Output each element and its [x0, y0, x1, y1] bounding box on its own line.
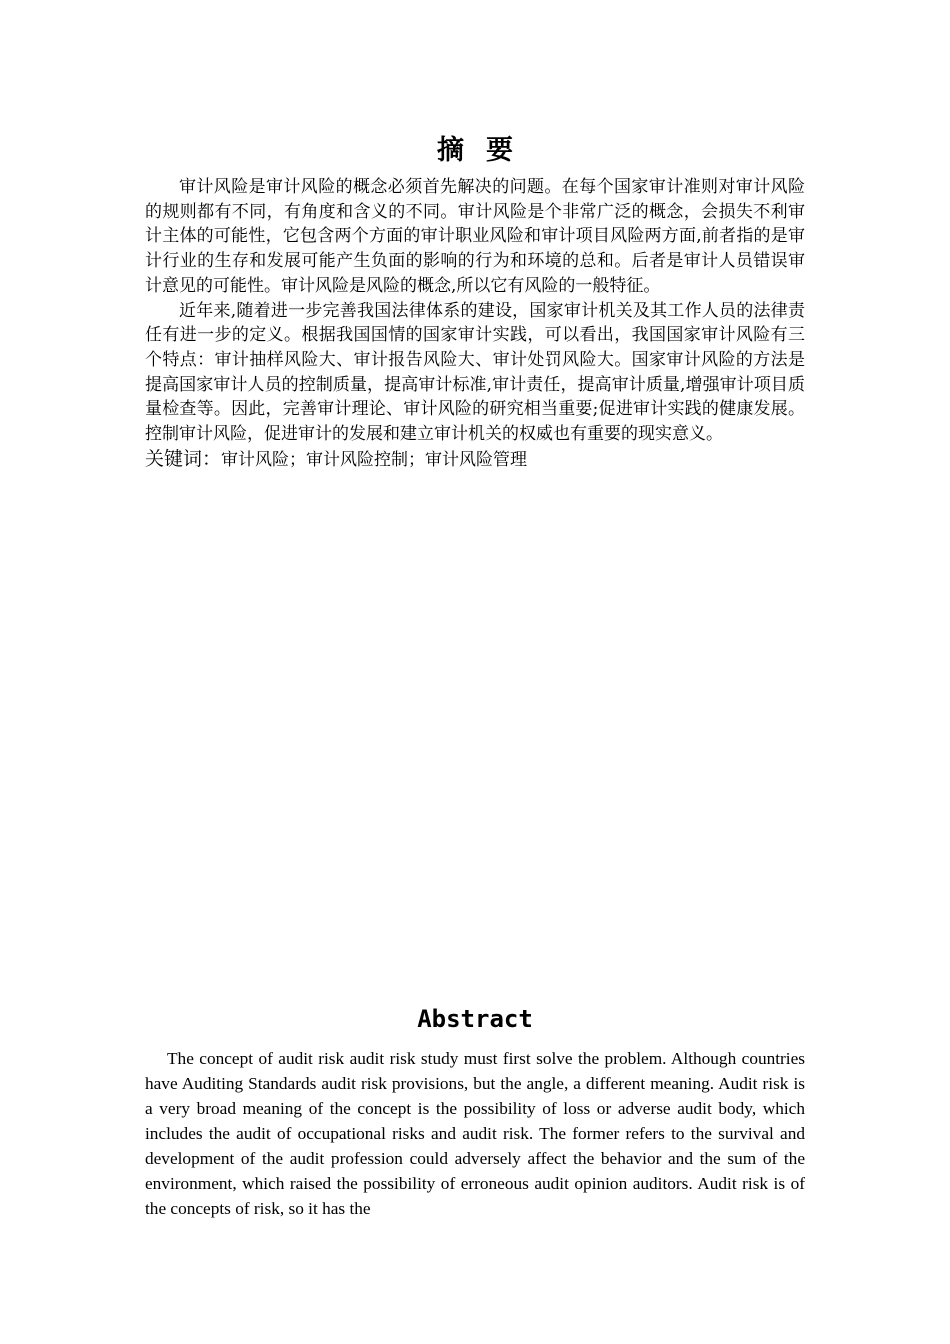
keywords-line: [145, 447, 805, 473]
chinese-paragraph-2: 近年来,随着进一步完善我国法律体系的建设，国家审计机关及其工作人员的法律责任有进一步的定义。根据我国国情的国家审计实践，可以看出，我国国家审计风险有三个特点：审计抽样风险大、审计报告风险大、审计处罚风险大。国家审计风险的方法是提高国家审计人员的控制质量，提高审计标准,审计责任，提高审计质量,增强审计项目质量检查等。因此，完善审计理论、审计风险的研究相当重要;促进审计实践的健康发展。控制审计风险，促进审计的发展和建立审计机关的权威也有重要的现实意义。: [145, 300, 805, 445]
english-paragraph: The concept of audit risk audit risk study must first solve the problem. Although countries have Auditing Standards audit risk provisions, but the angle, a different meaning. Audit risk is a very broad meaning of the concept is the possibility of loss or adverse audit body, which includes the audit of occupational risks and audit risk. The former refers to the survival and development of the audit profession could adversely affect the behavior and the sum of the environment, which raised the possibility of erroneous audit opinion auditors. Audit risk is of the concepts of risk, so it has the: [145, 1049, 805, 1218]
chinese-paragraph-1: 审计风险是审计风险的概念必须首先解决的问题。在每个国家审计准则对审计风险的规则都有不同，有角度和含义的不同。审计风险是个非常广泛的概念，会损失不利审计主体的可能性，它包含两个方面的审计职业风险和审计项目风险两方面,前者指的是审计行业的生存和发展可能产生负面的影响的行为和环境的总和。后者是审计人员错误审计意见的可能性。审计风险是风险的概念,所以它有风险的一般特征。: [145, 177, 805, 296]
chinese-abstract-title: 摘要: [437, 135, 535, 166]
english-abstract-body: [145, 1046, 805, 1224]
keywords-label: 关键词：: [145, 447, 222, 470]
chinese-abstract-body: [145, 175, 805, 472]
keywords-value: 审计风险；审计风险控制；审计风险管理: [221, 449, 528, 470]
english-abstract-title: Abstract: [417, 1005, 533, 1033]
